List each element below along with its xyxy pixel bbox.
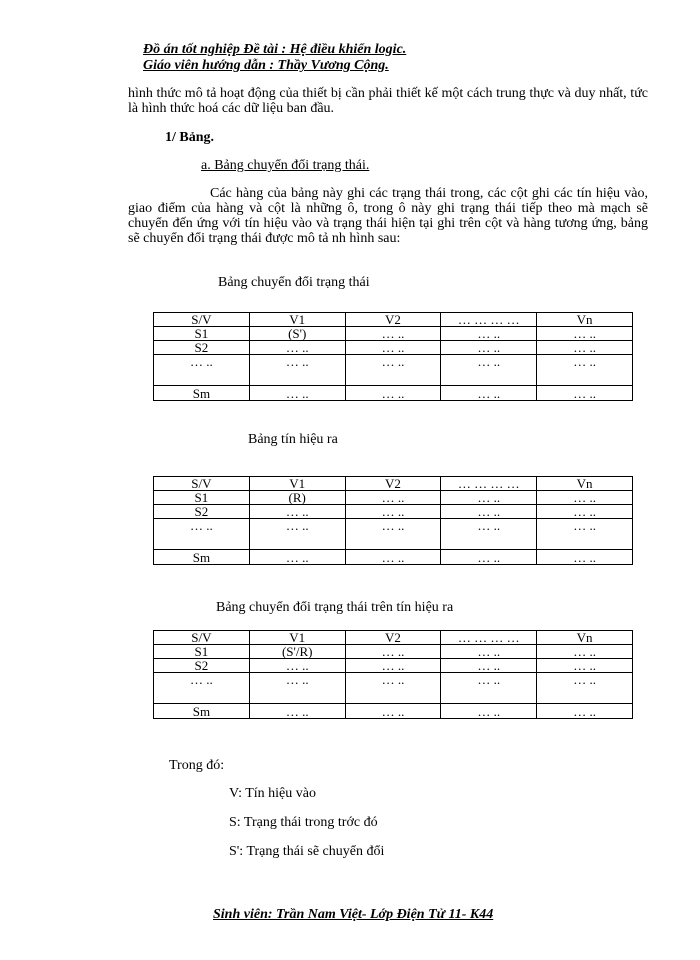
table-cell: … .. (249, 505, 345, 519)
table-cell: … .. (249, 659, 345, 673)
table-row (154, 550, 633, 565)
state-output-table (153, 630, 633, 719)
table-cell: (R) (249, 491, 345, 505)
header-cell: V1 (249, 631, 345, 645)
table-row (154, 519, 633, 550)
header-cell: V1 (249, 313, 345, 327)
header-cell: V2 (345, 313, 441, 327)
state-transition-table (153, 312, 633, 401)
table-cell: S2 (154, 659, 250, 673)
table-cell: … .. (345, 386, 441, 401)
header-cell: Vn (537, 313, 633, 327)
header-cell: … … … … (441, 477, 537, 491)
table-cell: (S') (249, 327, 345, 341)
table-header-row (154, 477, 633, 491)
header-line-1: Đồ án tốt nghiệp Đề tài : Hệ điều khiển logic. (143, 42, 407, 57)
table-cell: … .. (537, 341, 633, 355)
header-cell: V1 (249, 477, 345, 491)
table-cell: S2 (154, 341, 250, 355)
table-2-caption: Bảng tín hiệu ra (248, 432, 338, 447)
table-row (154, 505, 633, 519)
table-cell: Sm (154, 386, 250, 401)
table-cell: … .. (537, 505, 633, 519)
table-cell: Sm (154, 550, 250, 565)
table-header-row (154, 313, 633, 327)
table-cell: … .. (345, 704, 441, 719)
intro-paragraph: hình thức mô tả hoạt động của thiết bị cần phải thiết kế một cách trung thực và duy nhất, tức là hình thức hoá các dữ liệu ban đầu. (128, 86, 648, 116)
table-cell: … .. (345, 341, 441, 355)
table-cell: … .. (249, 519, 345, 550)
table-cell: … .. (345, 645, 441, 659)
table-cell: S1 (154, 645, 250, 659)
table-cell: … .. (537, 386, 633, 401)
header-cell: Vn (537, 631, 633, 645)
table-cell: … .. (537, 704, 633, 719)
legend-item-s-prime: S': Trạng thái sẽ chuyển đổi (229, 844, 385, 859)
table-cell: S1 (154, 491, 250, 505)
table-cell: … .. (154, 519, 250, 550)
table-cell: … .. (345, 550, 441, 565)
table-cell: … .. (249, 386, 345, 401)
table-cell: … .. (441, 704, 537, 719)
header-cell: S/V (154, 631, 250, 645)
table-cell: … .. (537, 491, 633, 505)
table-row (154, 341, 633, 355)
table-header-row (154, 631, 633, 645)
table-cell: … .. (345, 327, 441, 341)
table-cell: … .. (154, 355, 250, 386)
table-cell: … .. (441, 327, 537, 341)
table-cell: … .. (441, 386, 537, 401)
table-cell: … .. (537, 519, 633, 550)
table-cell: … .. (345, 505, 441, 519)
header-line-2: Giáo viên hướng dẫn : Thầy Vương Cộng. (143, 58, 389, 73)
table-cell: … .. (537, 645, 633, 659)
table-cell: … .. (345, 355, 441, 386)
table-cell: … .. (345, 673, 441, 704)
table-cell: … .. (345, 519, 441, 550)
table-cell: … .. (537, 355, 633, 386)
output-signal-table (153, 476, 633, 565)
table-cell: … .. (441, 659, 537, 673)
table-cell: … .. (154, 673, 250, 704)
table-cell: … .. (345, 491, 441, 505)
table-cell: … .. (249, 550, 345, 565)
table-row (154, 659, 633, 673)
table-row (154, 327, 633, 341)
header-cell: … … … … (441, 313, 537, 327)
table-3-caption: Bảng chuyển đổi trạng thái trên tín hiệu ra (216, 600, 454, 615)
table-1-caption: Bảng chuyển đổi trạng thái (218, 275, 370, 290)
table-cell: S2 (154, 505, 250, 519)
subsection-title: a. Bảng chuyển đổi trạng thái. (201, 158, 370, 173)
header-cell: V2 (345, 631, 441, 645)
table-cell: … .. (249, 341, 345, 355)
table-cell: … .. (441, 673, 537, 704)
header-cell: S/V (154, 477, 250, 491)
table-cell: … .. (537, 550, 633, 565)
table-cell: … .. (249, 673, 345, 704)
table-cell: (S'/R) (249, 645, 345, 659)
table-cell: … .. (537, 673, 633, 704)
table-cell: … .. (537, 659, 633, 673)
legend-item-v: V: Tín hiệu vào (229, 786, 316, 801)
table-cell: … .. (249, 704, 345, 719)
table-cell: Sm (154, 704, 250, 719)
table-row (154, 386, 633, 401)
table-cell: … .. (441, 491, 537, 505)
table-cell: … .. (537, 327, 633, 341)
body-paragraph: Các hàng của bảng này ghi các trạng thái trong, các cột ghi các tín hiệu vào, giao điểm của hàng và cột là những ô, trong ô này ghi trạng thái tiếp theo mà mạch sẽ chuyển đến ứng với tín hiệu vào và trạng thái hiện tại ghi trên cột và hàng tương ứng, bảng sẽ chuyển đổi trạng thái được mô tả nh hình sau: (128, 186, 648, 246)
header-cell: … … … … (441, 631, 537, 645)
legend-item-s: S: Trạng thái trong trớc đó (229, 815, 378, 830)
table-cell: … .. (441, 505, 537, 519)
header-cell: V2 (345, 477, 441, 491)
table-cell: … .. (345, 659, 441, 673)
section-title: 1/ Bảng. (165, 130, 215, 145)
table-row (154, 491, 633, 505)
header-cell: S/V (154, 313, 250, 327)
table-cell: … .. (441, 519, 537, 550)
table-cell: S1 (154, 327, 250, 341)
legend-title: Trong đó: (169, 758, 225, 773)
table-cell: … .. (249, 355, 345, 386)
table-row (154, 704, 633, 719)
table-row (154, 673, 633, 704)
table-cell: … .. (441, 645, 537, 659)
table-cell: … .. (441, 550, 537, 565)
table-row (154, 645, 633, 659)
footer: Sinh viên: Trần Nam Việt- Lớp Điện Tử 11- K44 (213, 907, 494, 922)
table-cell: … .. (441, 355, 537, 386)
table-cell: … .. (441, 341, 537, 355)
header-cell: Vn (537, 477, 633, 491)
table-row (154, 355, 633, 386)
